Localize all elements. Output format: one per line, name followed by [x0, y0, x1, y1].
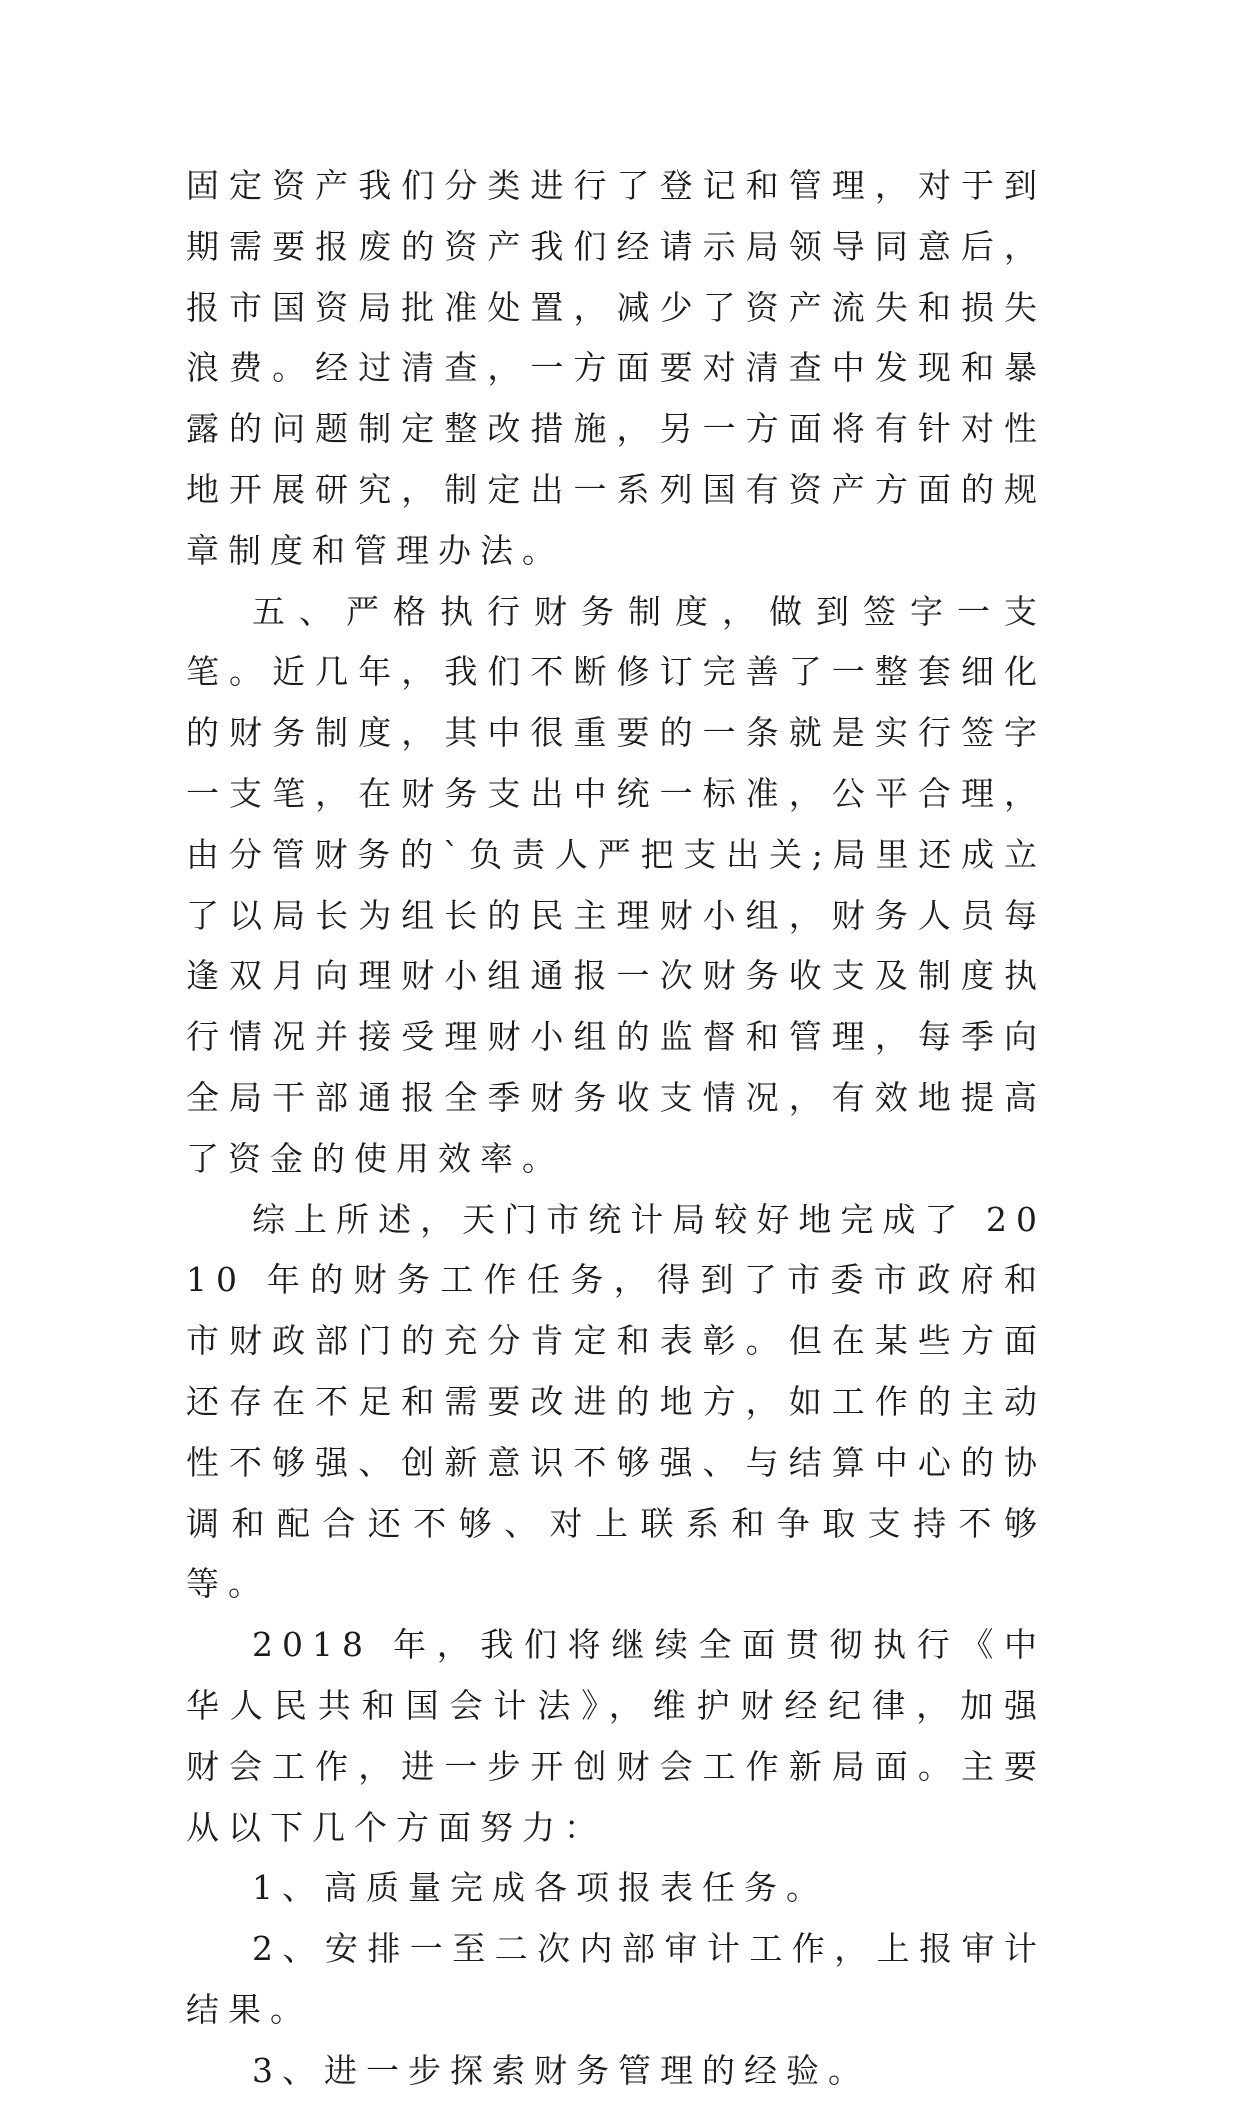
paragraph-2018-plan: 2018 年，我们将继续全面贯彻执行《中华人民共和国会计法》，维护财经纪律，加强财会工作，进一步开创财会工作新局面。主要从以下几个方面努力： — [186, 1625, 1046, 1847]
list-item-2: 2、安排一至二次内部审计工作，上报审计结果。 — [186, 1929, 1046, 2029]
paragraph-summary: 综上所述，天门市统计局较好地完成了 2010 年的财务工作任务，得到了市委市政府和市财政部门的充分肯定和表彰。但在某些方面还存在不足和需要改进的地方，如工作的主动性不够强、创新意识不够强、与结算中心的协调和配合还不够、对上联系和争取支持不够等。 — [186, 1199, 1046, 1604]
paragraph-financial-system: 五、严格执行财务制度，做到签字一支笔。近几年，我们不断修订完善了一整套细化的财务制度，其中很重要的一条就是实行签字一支笔，在财务支出中统一标准，公平合理，由分管财务的`负责人严把支出关;局里还成立了以局长为组长的民主理财小组，财务人员每逢双月向理财小组通报一次财务收支及制度执行情况并接受理财小组的监督和管理，每季向全局干部通报全季财务收支情况，有效地提高了资金的使用效率。 — [186, 591, 1046, 1178]
document-body — [186, 156, 1046, 2102]
list-item-3: 3、进一步探索财务管理的经验。 — [252, 2050, 870, 2090]
paragraph-asset-management: 固定资产我们分类进行了登记和管理，对于到期需要报废的资产我们经请示局领导同意后，报市国资局批准处置，减少了资产流失和损失浪费。经过清查，一方面要对清查中发现和暴露的问题制定整改措施，另一方面将有针对性地开展研究，制定出一系列国有资产方面的规章制度和管理办法。 — [186, 166, 1046, 570]
list-item-1: 1、高质量完成各项报表任务。 — [252, 1868, 828, 1908]
